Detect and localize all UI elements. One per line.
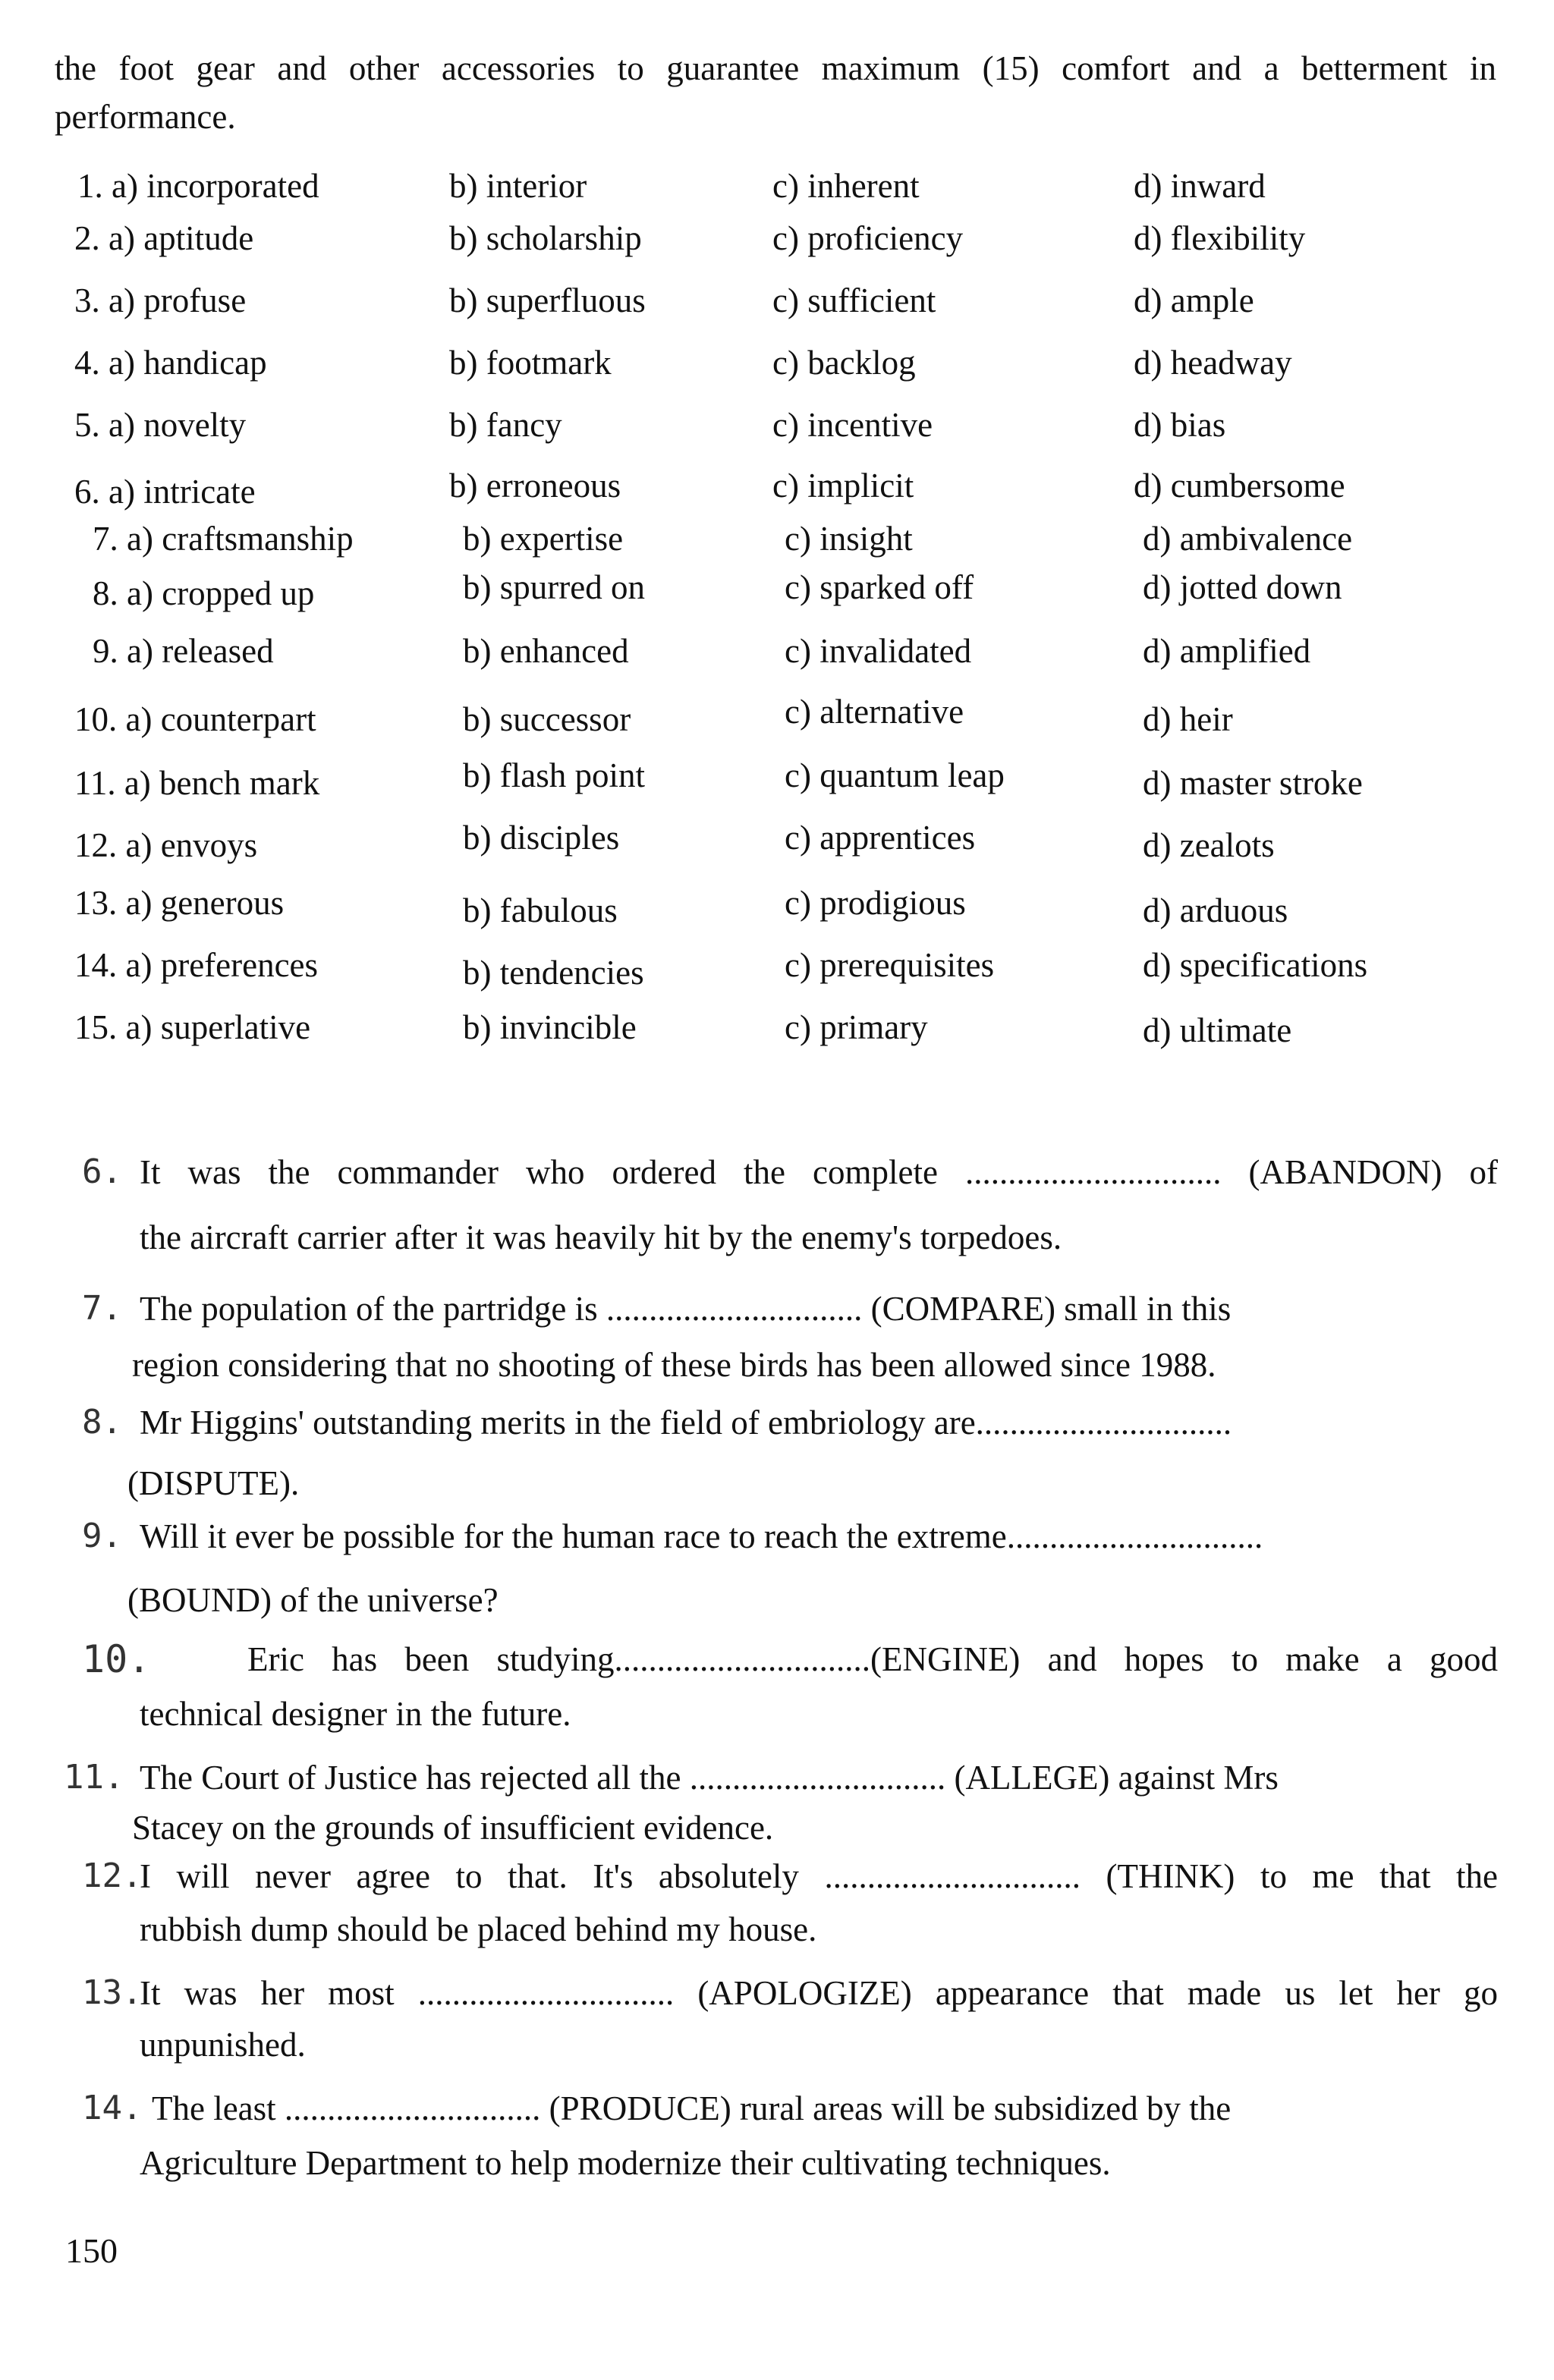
option-row-3 [0, 278, 1554, 323]
sentence-line-1: I will never agree to that. It's absolutely .............................. (THINK) to me that the [140, 1857, 1498, 1895]
option-a: 2. a) aptitude [74, 219, 254, 257]
option-a: 1. a) incorporated [77, 167, 319, 205]
sentence-8 [82, 1394, 1498, 1508]
sentence-line-1: The least .............................. (PRODUCE) rural areas will be subsidized by the [152, 2089, 1232, 2127]
option-b: b) footmark [449, 344, 612, 382]
sentence-number: 10. [82, 1637, 151, 1681]
option-b: b) fabulous [463, 891, 618, 929]
sentence-number: 11. [64, 1758, 124, 1797]
sentence-line-1: The population of the partridge is .............................. (COMPARE) small in this [140, 1290, 1232, 1328]
option-d: d) ambivalence [1143, 520, 1353, 558]
option-c: c) primary [785, 1008, 928, 1046]
option-c: c) alternative [785, 693, 964, 731]
option-a: 13. a) generous [74, 884, 285, 922]
intro-line-1: the foot gear and other accessories to guarantee maximum (15) comfort and a betterment in [55, 49, 1496, 87]
option-c: c) incentive [772, 406, 933, 444]
sentence-14 [82, 2080, 1498, 2194]
option-c: c) apprentices [785, 819, 976, 857]
option-b: b) expertise [463, 520, 624, 558]
option-a: 9. a) released [93, 632, 274, 670]
option-c: c) prodigious [785, 884, 966, 922]
option-a: 8. a) cropped up [93, 574, 315, 612]
option-b: b) invincible [463, 1008, 637, 1046]
option-c: c) implicit [772, 467, 914, 505]
option-row-5 [0, 402, 1554, 448]
sentence-number: 7. [82, 1289, 122, 1328]
option-a: 11. a) bench mark [74, 764, 320, 802]
option-d: d) arduous [1143, 891, 1288, 929]
option-c: c) inherent [772, 167, 920, 205]
sentence-number: 8. [82, 1403, 122, 1442]
option-d: d) headway [1134, 344, 1292, 382]
option-d: d) ultimate [1143, 1011, 1292, 1049]
option-d: d) jotted down [1143, 568, 1342, 606]
option-b: b) erroneous [449, 467, 621, 505]
option-b: b) scholarship [449, 219, 642, 257]
option-b: b) interior [449, 167, 587, 205]
option-c: c) insight [785, 520, 913, 558]
sentence-line-2: (DISPUTE). [127, 1464, 300, 1502]
sentence-line-1: Mr Higgins' outstanding merits in the field of embriology are.............................. [140, 1404, 1232, 1442]
sentence-line-2: (BOUND) of the universe? [127, 1581, 499, 1619]
sentence-13 [82, 1965, 1498, 2079]
option-row-9 [0, 628, 1554, 674]
intro-paragraph [55, 44, 1496, 141]
option-d: d) heir [1143, 700, 1233, 738]
option-a: 7. a) craftsmanship [93, 520, 354, 558]
option-b: b) tendencies [463, 954, 644, 992]
sentence-7 [82, 1281, 1498, 1394]
option-row-4 [0, 340, 1554, 385]
sentence-line-2: unpunished. [140, 2026, 306, 2064]
page-number: 150 [65, 2231, 118, 2270]
sentence-12 [82, 1848, 1498, 1962]
option-row-12 [0, 819, 1554, 868]
option-d: d) cumbersome [1134, 467, 1345, 505]
sentence-number: 6. [82, 1152, 122, 1191]
sentence-line-2: the aircraft carrier after it was heavily hit by the enemy's torpedoes. [140, 1218, 1062, 1256]
sentence-10 [82, 1631, 1498, 1745]
sentence-line-2: Agriculture Department to help modernize their cultivating techniques. [140, 2144, 1111, 2182]
option-d: d) zealots [1143, 826, 1275, 864]
sentence-line-1: It was the commander who ordered the complete .............................. (ABANDON) of [140, 1153, 1498, 1191]
option-row-10 [0, 693, 1554, 742]
sentence-line-2: Stacey on the grounds of insufficient evidence. [132, 1809, 774, 1847]
sentence-line-1: The Court of Justice has rejected all the .............................. (ALLEGE) against Mrs [140, 1759, 1279, 1797]
option-c: c) quantum leap [785, 756, 1005, 794]
option-b: b) spurred on [463, 568, 645, 606]
sentence-number: 14. [82, 2089, 143, 2127]
sentence-line-1: It was her most .............................. (APOLOGIZE) appearance that made us let her go [140, 1974, 1498, 2012]
option-c: c) proficiency [772, 219, 964, 257]
option-a: 4. a) handicap [74, 344, 267, 382]
sentence-11 [64, 1750, 1498, 1856]
option-a: 14. a) preferences [74, 946, 319, 984]
option-c: c) sufficient [772, 281, 936, 319]
option-a: 15. a) superlative [74, 1008, 311, 1046]
option-c: c) invalidated [785, 632, 972, 670]
sentence-number: 9. [82, 1517, 122, 1555]
sentence-number: 12. [82, 1857, 143, 1895]
sentence-line-2: region considering that no shooting of these birds has been allowed since 1988. [132, 1346, 1216, 1384]
option-row-8 [0, 568, 1554, 616]
option-a: 5. a) novelty [74, 406, 247, 444]
option-a: 6. a) intricate [74, 473, 256, 511]
sentence-line-2: technical designer in the future. [140, 1695, 571, 1733]
sentence-line-1: Will it ever be possible for the human race to reach the extreme.............................. [140, 1517, 1263, 1555]
sentence-9 [82, 1508, 1498, 1622]
option-c: c) backlog [772, 344, 916, 382]
option-row-7 [0, 516, 1554, 561]
option-row-15 [0, 1005, 1554, 1050]
option-row-13 [0, 880, 1554, 929]
option-b: b) successor [463, 700, 631, 738]
option-d: d) inward [1134, 167, 1266, 205]
option-row-1 [0, 163, 1554, 209]
option-b: b) flash point [463, 756, 645, 794]
option-b: b) enhanced [463, 632, 629, 670]
sentence-number: 13. [82, 1973, 143, 2012]
option-d: d) bias [1134, 406, 1226, 444]
option-row-2 [0, 215, 1554, 261]
sentence-line-1: Eric has been studying..............................(ENGINE) and hopes to make a good [247, 1640, 1498, 1678]
option-c: c) sparked off [785, 568, 974, 606]
option-d: d) ample [1134, 281, 1254, 319]
option-b: b) superfluous [449, 281, 646, 319]
option-d: d) flexibility [1134, 219, 1306, 257]
option-d: d) amplified [1143, 632, 1311, 670]
option-a: 12. a) envoys [74, 826, 258, 864]
sentence-line-2: rubbish dump should be placed behind my house. [140, 1910, 817, 1948]
option-row-11 [0, 756, 1554, 806]
option-a: 3. a) profuse [74, 281, 247, 319]
option-b: b) disciples [463, 819, 620, 857]
option-b: b) fancy [449, 406, 562, 444]
option-a: 10. a) counterpart [74, 700, 316, 738]
option-row-14 [0, 942, 1554, 992]
intro-line-2: performance. [55, 98, 236, 136]
sentence-6 [82, 1144, 1498, 1265]
option-row-6 [0, 469, 1554, 514]
option-d: d) specifications [1143, 946, 1368, 984]
option-d: d) master stroke [1143, 764, 1363, 802]
option-c: c) prerequisites [785, 946, 995, 984]
